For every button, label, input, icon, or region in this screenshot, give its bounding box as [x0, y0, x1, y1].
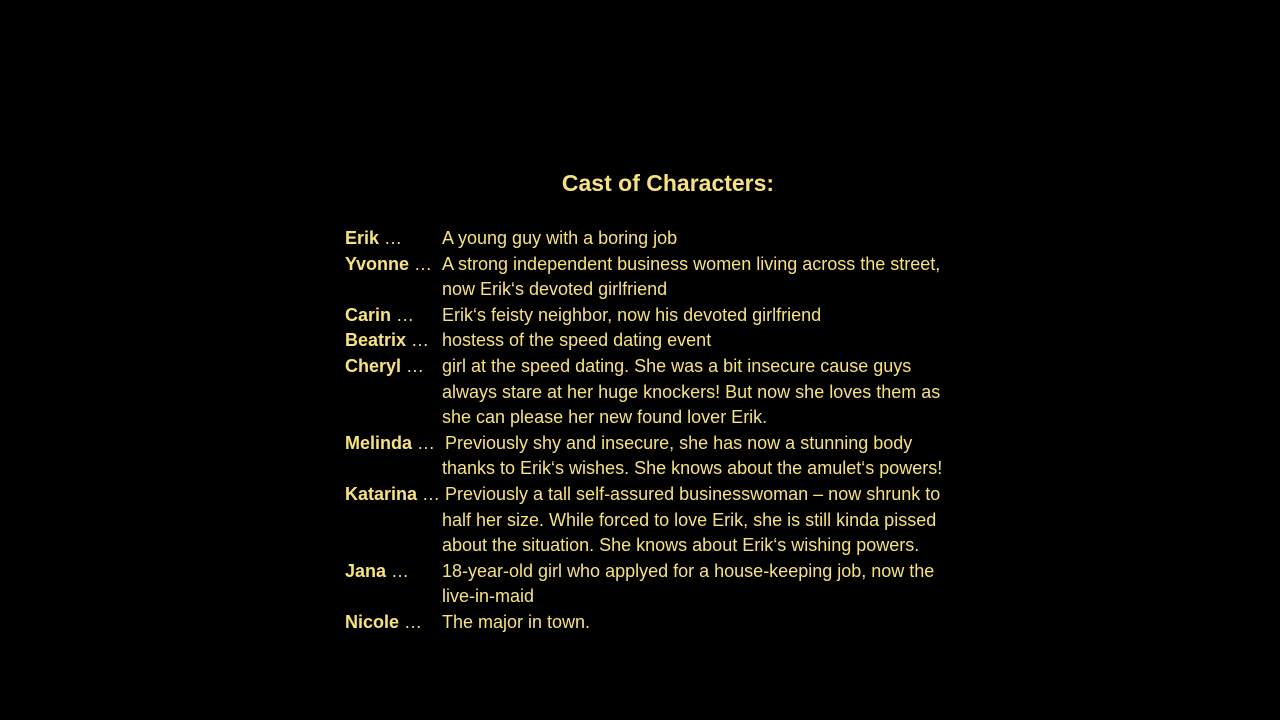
description-line: always stare at her huge knockers! But now she loves them as [442, 381, 941, 402]
character-name-text: Beatrix [345, 330, 407, 351]
description-line: 18-year-old girl who applyed for a house-keeping job, now the [442, 560, 935, 581]
character-name [345, 303, 414, 329]
description-line: A young guy with a boring job [442, 228, 678, 248]
character-name [345, 252, 432, 278]
character-description [442, 431, 1002, 482]
description-line: Erik‘s feisty neighbor, now his devoted girlfriend [442, 304, 822, 325]
character-name-text: Carin [345, 304, 392, 325]
name-separator: … [409, 253, 433, 274]
name-separator: … [406, 330, 430, 351]
cast-entry-erik [345, 226, 1065, 252]
character-description [442, 482, 1002, 559]
description-line: thanks to Erik‘s wishes. She knows about the amulet‘s powers! [442, 458, 943, 479]
name-separator: … [417, 483, 441, 504]
character-name-text: Melinda [345, 432, 413, 453]
name-separator: … [386, 560, 410, 581]
cast-entry-katarina [345, 482, 1065, 559]
cast-entry-yvonne [345, 252, 1065, 303]
character-name-text: Yvonne [345, 253, 410, 274]
description-line: A strong independent business women living across the street, [442, 253, 941, 274]
character-name-text: Nicole [345, 611, 400, 632]
name-separator: … [412, 432, 436, 453]
character-name [345, 328, 429, 354]
character-name [345, 610, 422, 636]
name-separator: … [379, 228, 403, 248]
character-name [345, 431, 435, 457]
character-name [345, 482, 440, 508]
name-separator: … [401, 355, 425, 376]
description-line: Previously shy and insecure, she has now a stunning body [445, 432, 913, 453]
description-line: girl at the speed dating. She was a bit insecure cause guys [442, 355, 912, 376]
character-description [442, 226, 1002, 252]
cast-entry-melinda [345, 431, 1065, 482]
name-separator: … [399, 611, 423, 632]
character-name-text: Katarina [345, 483, 418, 504]
description-line: now Erik‘s devoted girlfriend [442, 279, 668, 300]
description-line: The major in town. [442, 611, 591, 632]
cast-entry-beatrix [345, 328, 1065, 354]
cast-entry-carin [345, 303, 1065, 329]
name-separator: … [391, 304, 415, 325]
cast-entry-cheryl [345, 354, 1065, 431]
description-line: live-in-maid [442, 586, 535, 607]
description-line: Previously a tall self-assured businesswoman – now shrunk to [445, 483, 941, 504]
character-name-text: Cheryl [345, 355, 402, 376]
description-line: hostess of the speed dating event [442, 330, 712, 351]
character-description [442, 354, 1002, 431]
character-name-text: Erik [345, 228, 380, 248]
character-name-text: Jana [345, 560, 387, 581]
character-description [442, 328, 1002, 354]
description-line: she can please her new found lover Erik. [442, 407, 768, 428]
character-description [442, 303, 1002, 329]
character-name [345, 226, 402, 252]
character-name [345, 354, 424, 380]
description-line: about the situation. She knows about Erik‘s wishing powers. [442, 535, 920, 556]
character-description [442, 559, 1002, 610]
cast-list [345, 226, 1065, 636]
cast-entry-jana [345, 559, 1065, 610]
character-description [442, 252, 1002, 303]
character-description [442, 610, 1002, 636]
cast-entry-nicole [345, 610, 1065, 636]
description-line: half her size. While forced to love Erik, she is still kinda pissed [442, 509, 937, 530]
page-title: Cast of Characters: [561, 170, 775, 196]
character-name [345, 559, 409, 585]
